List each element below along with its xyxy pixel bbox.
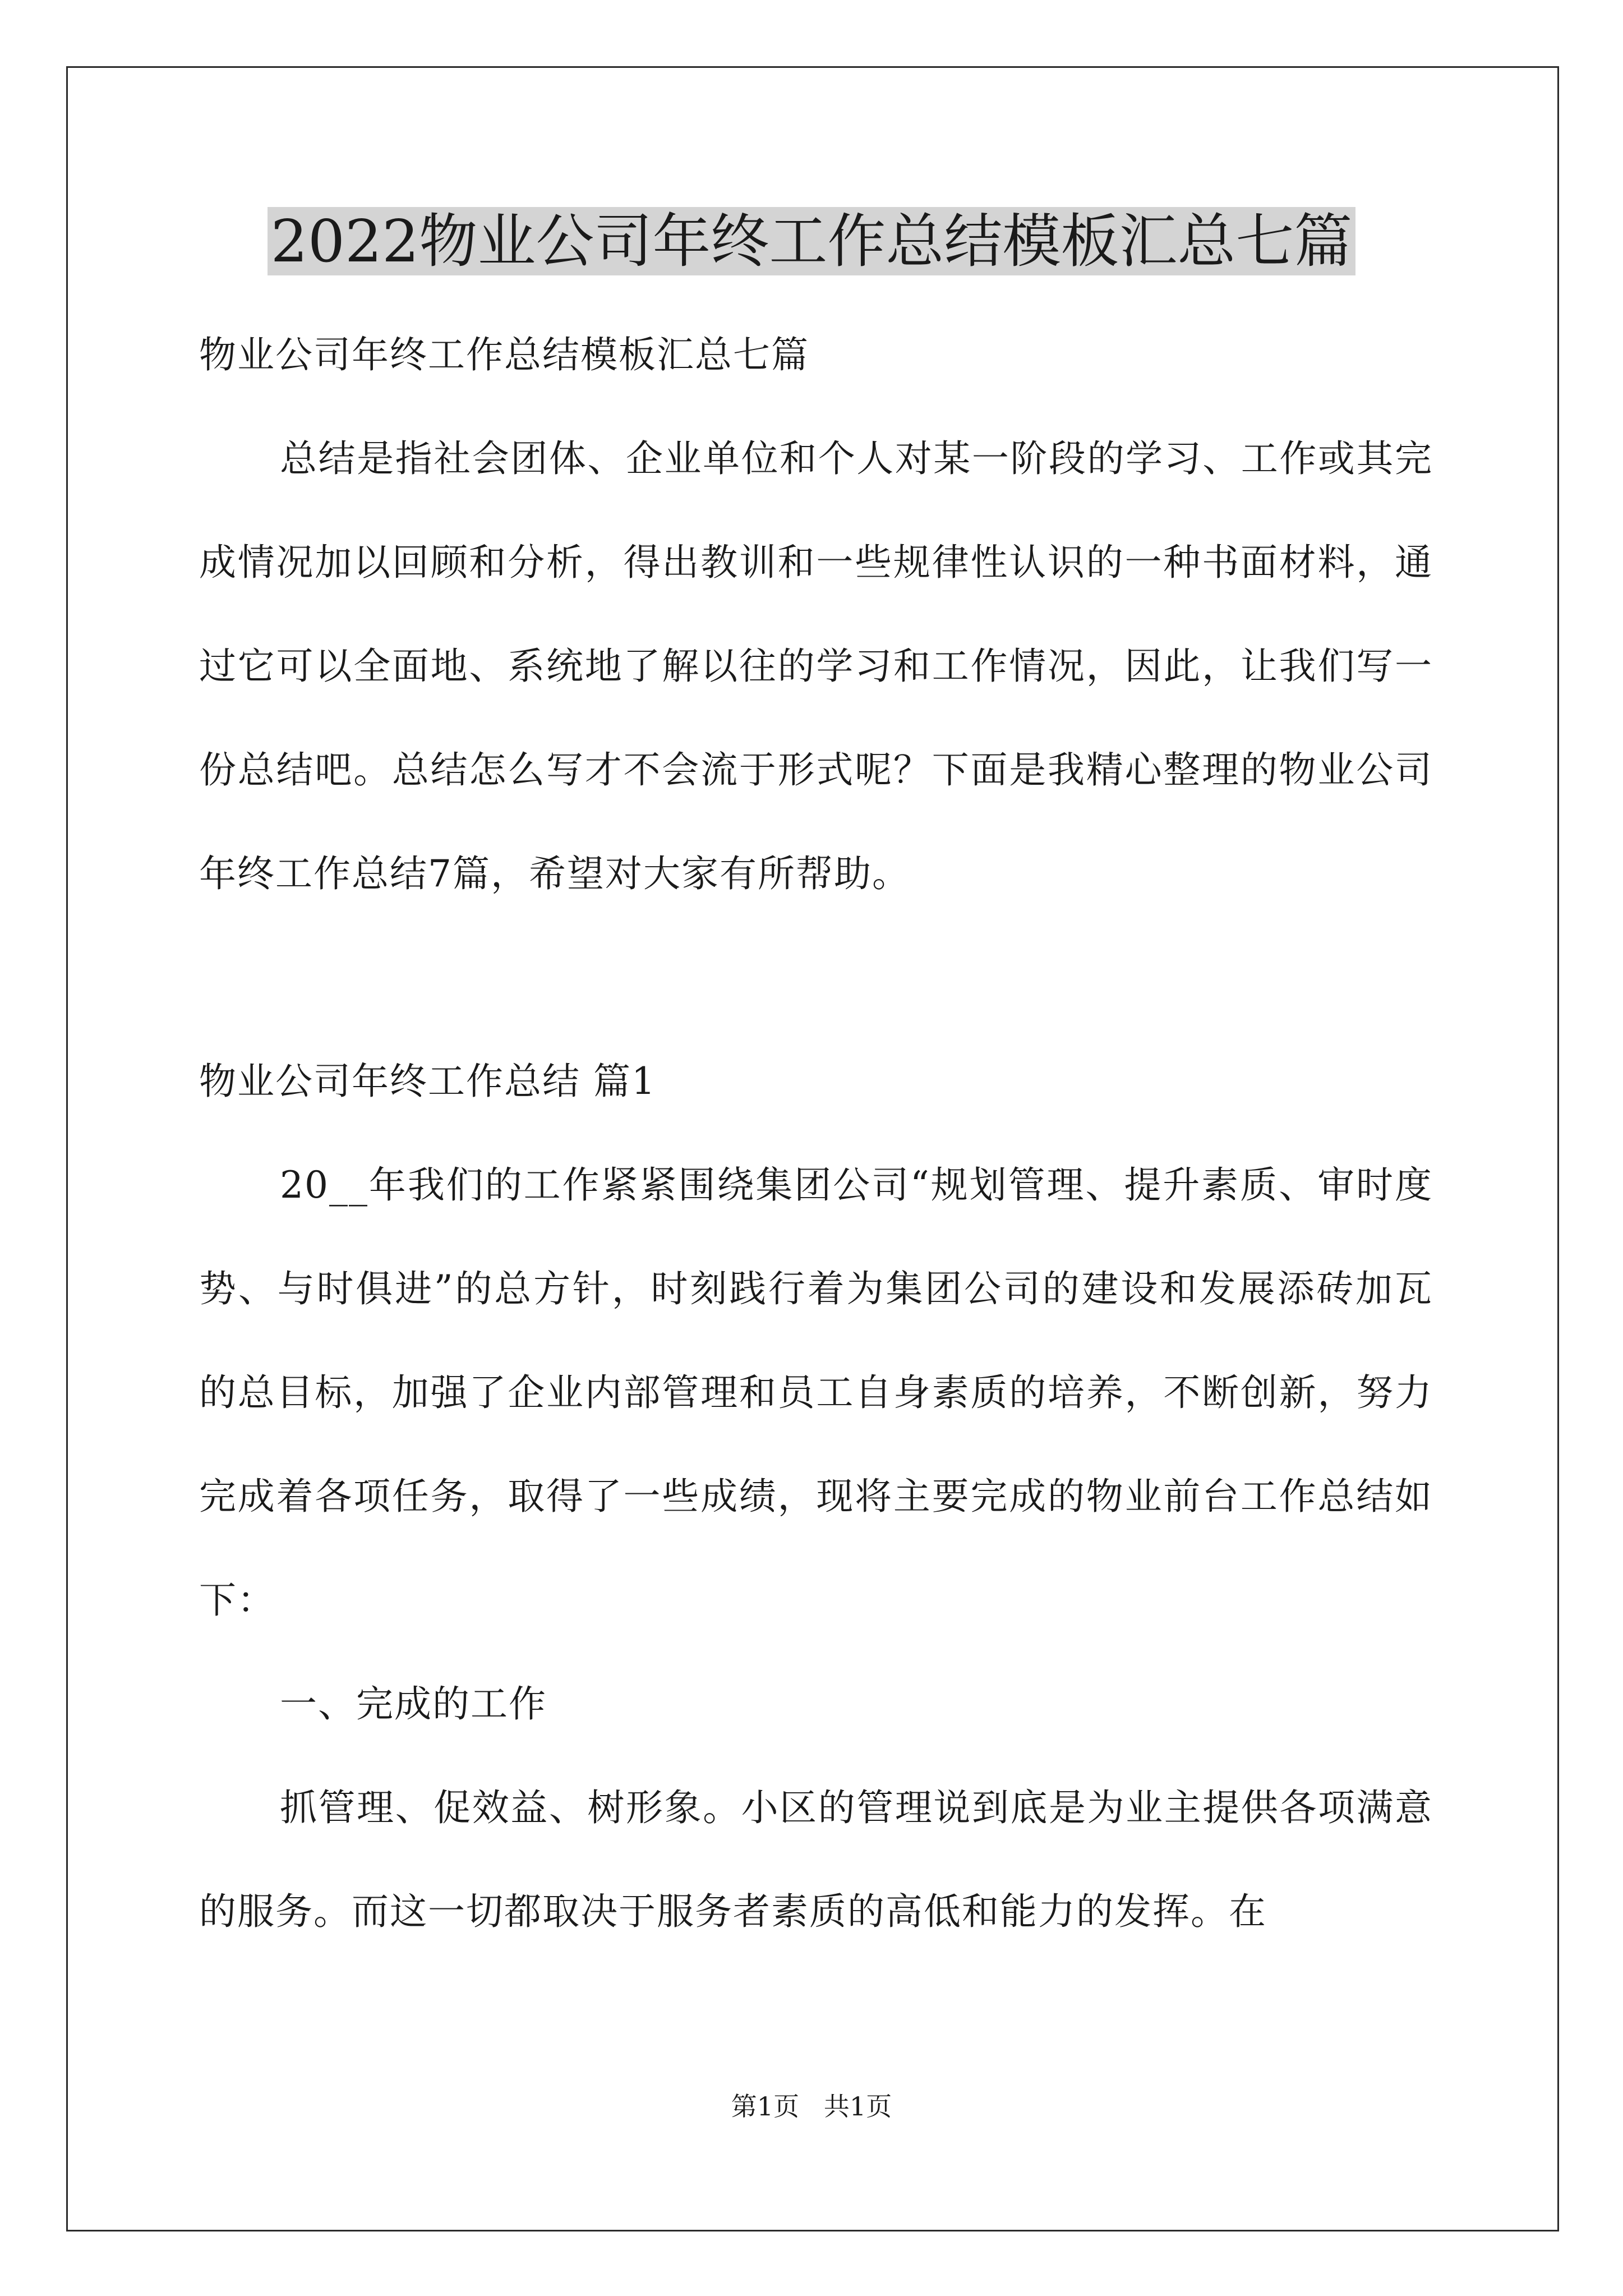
intro-paragraph: 总结是指社会团体、企业单位和个人对某一阶段的学习、工作或其完成情况加以回顾和分析，得出教训和一些规律性认识的一种书面材料，通过它可以全面地、系统地了解以往的学习和工作情况，因此，让我们写一份总结吧。总结怎么写才不会流于形式呢？下面是我精心整理的物业公司年终工作总结7篇，希望对大家有所帮助。 <box>199 437 1433 895</box>
document-body <box>199 303 1433 1963</box>
document-subtitle: 物业公司年终工作总结模板汇总七篇 <box>199 333 809 376</box>
section-heading: 物业公司年终工作总结 篇1 <box>199 1060 656 1103</box>
document-title-text: 2022物业公司年终工作总结模板汇总七篇 <box>268 207 1356 275</box>
section-paragraph: 抓管理、促效益、树形象。小区的管理说到底是为业主提供各项满意的服务。而这一切都取决于服务者素质的高低和能力的发挥。在 <box>199 1786 1433 1933</box>
paragraph-gap <box>199 926 1433 1029</box>
document-title <box>0 199 1623 283</box>
section-subheading: 一、完成的工作 <box>280 1682 547 1726</box>
page-footer: 第1页 共1页 <box>731 2091 892 2122</box>
section-paragraph: 20__年我们的工作紧紧围绕集团公司“规划管理、提升素质、审时度势、与时俱进”的总方针，时刻践行着为集团公司的建设和发展添砖加瓦的总目标，加强了企业内部管理和员工自身素质的培养，不断创新，努力完成着各项任务，取得了一些成绩，现将主要完成的物业前台工作总结如下： <box>199 1163 1433 1622</box>
